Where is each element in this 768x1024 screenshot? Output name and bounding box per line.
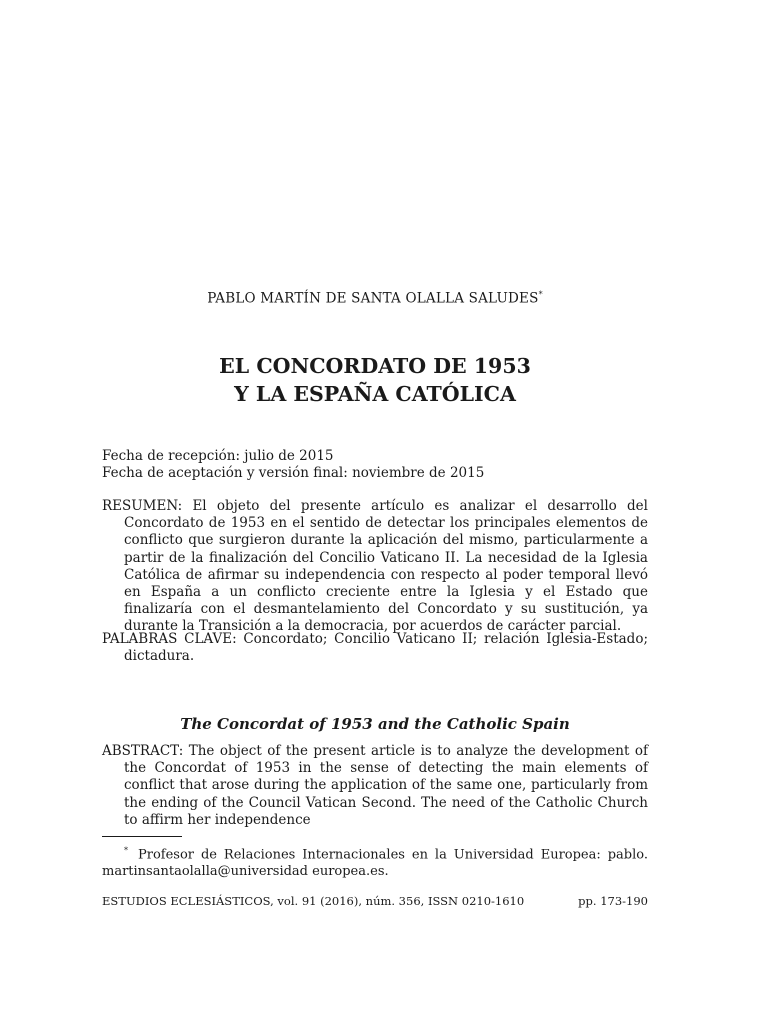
reception-date: Fecha de recepción: julio de 2015 <box>102 448 334 464</box>
article-title <box>102 352 648 408</box>
resumen-text: RESUMEN: El objeto del presente artículo es analizar el desarrollo del Concordato de 1953 en el sentido de detectar los principales elementos de conflicto que surgieron durante la aplicación del mismo, particularmente a partir de la finalización del Concilio Vaticano II. La necesidad de la Iglesia Católica de afirmar su independencia con respecto al poder temporal llevó en España a un conflicto creciente entre la Iglesia y el Estado que finalizaría con el desmantelamiento del Concordato y su sustitución, ya durante la Transición a la democracia, por acuerdos de carácter parcial. <box>102 498 648 635</box>
footnote-mark: * <box>124 846 128 855</box>
journal-citation: ESTUDIOS ECLESIÁSTICOS, vol. 91 (2016), núm. 356, ISSN 0210-1610 <box>102 894 525 908</box>
page-range: pp. 173-190 <box>578 894 648 908</box>
submission-dates <box>102 448 648 482</box>
title-line-1: EL CONCORDATO DE 1953 <box>219 354 531 378</box>
author-name: PABLO MARTÍN DE SANTA OLALLA SALUDES <box>207 290 539 307</box>
journal-footer <box>102 894 648 908</box>
abstract-text: ABSTRACT: The object of the present article is to analyze the development of the Concordat of 1953 in the sense of detecting the main elements of conflict that arose during the application of the same one, particularly from the ending of the Council Vatican Second. The need of the Catholic Church to affirm her independence <box>102 743 648 828</box>
keywords-text: PALABRAS CLAVE: Concordato; Concilio Vaticano II; relación Iglesia-Estado; dictadura. <box>102 631 648 665</box>
title-line-2: Y LA ESPAÑA CATÓLICA <box>234 382 516 406</box>
footnote <box>102 842 648 880</box>
article-page <box>102 0 648 1024</box>
keywords-section <box>102 631 648 665</box>
author-line <box>102 290 648 307</box>
footnote-text: Profesor de Relaciones Internacionales en la Universidad Europea: pablo. martinsantaolalla@universidad europea.es. <box>102 847 648 880</box>
abstract-section <box>102 743 648 829</box>
footnote-divider <box>102 836 182 837</box>
acceptance-date: Fecha de aceptación y versión final: noviembre de 2015 <box>102 465 485 481</box>
english-title: The Concordat of 1953 and the Catholic Spain <box>180 715 570 733</box>
author-footnote-mark: * <box>538 290 543 299</box>
resumen-section <box>102 498 648 636</box>
